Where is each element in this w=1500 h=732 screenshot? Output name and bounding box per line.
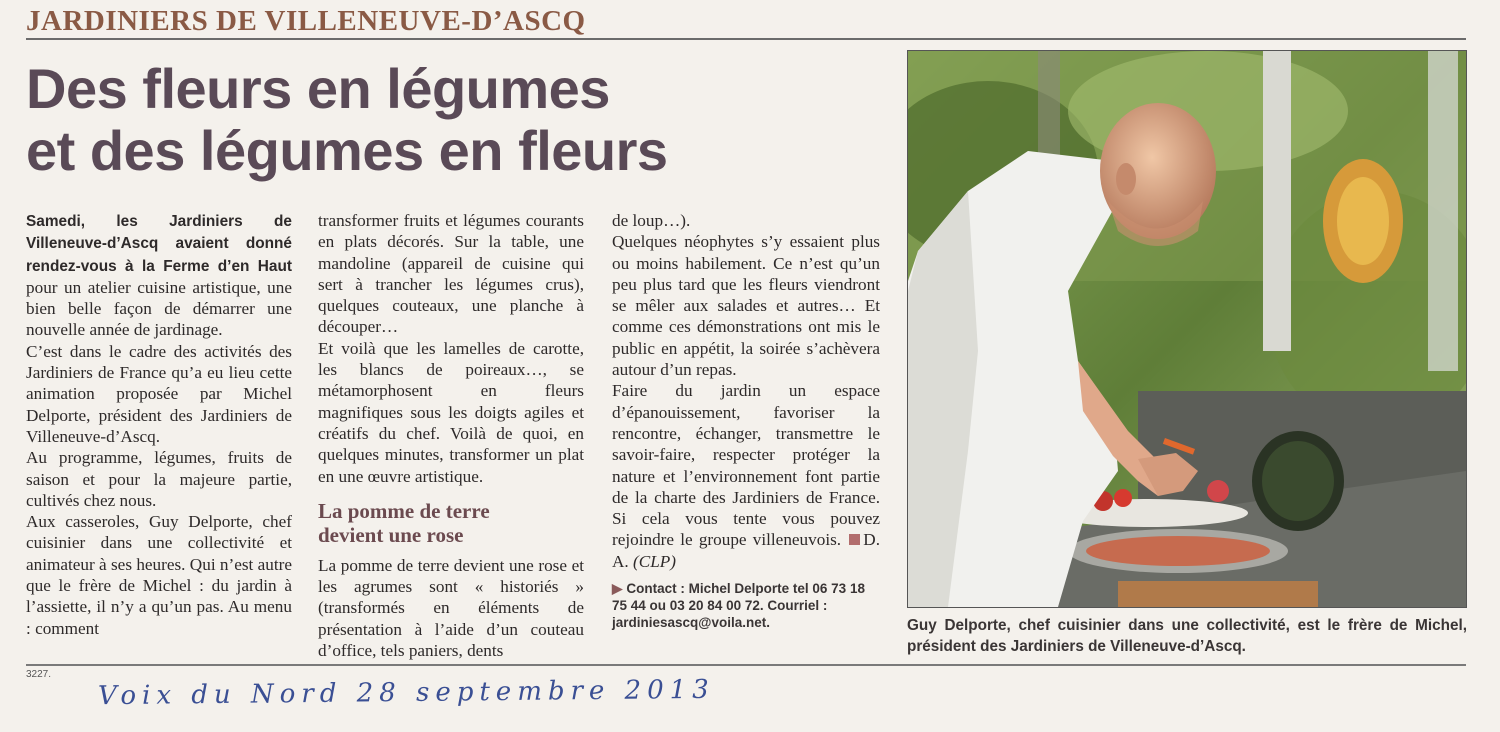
paragraph: La pomme de terre devient une rose et les agrumes sont « historiés » (transformés en éléments de présentation à l’aide d’un couteau d’office, tels paniers, dents — [318, 555, 584, 661]
bottom-rule — [26, 664, 1466, 666]
headline-line-1: Des fleurs en légumes — [26, 57, 610, 120]
article-column-2 — [318, 210, 584, 661]
paragraph: Quelques néophytes s’y essaient plus ou moins habilement. Ce n’est qu’un peu plus tard que les fleurs viendront se mêler aux salades et autres… Et comme ces démonstrations ont mis le public en appétit, la soirée s’achèvera autour d’un repas. — [612, 232, 880, 380]
paragraph: transformer fruits et légumes courants en plats décorés. Sur la table, une mandoline (appareil de cuisine qui sert à trancher les légumes crus), quelques couteaux, une planche à découper… — [318, 211, 584, 337]
chef-photo-illustration — [908, 51, 1466, 607]
handwritten-note: Voix du Nord 28 septembre 2013 — [97, 674, 715, 712]
signature: D. A. — [612, 530, 880, 571]
paragraph: de loup…). — [612, 211, 691, 230]
contact-text: Contact : Michel Delporte tel 06 73 18 75 44 ou 03 20 84 00 72. Courriel : jardiniesascq@voila.net. — [612, 581, 865, 631]
photo-caption: Guy Delporte, chef cuisinier dans une collectivité, est le frère de Michel, président des Jardiniers de Villeneuve-d’Ascq. — [907, 617, 1467, 655]
article-column-1 — [26, 210, 292, 639]
article-column-3 — [612, 210, 880, 631]
paragraph — [612, 380, 880, 572]
contact-info — [612, 580, 880, 631]
subheading-line-1: La pomme de terre — [318, 498, 490, 523]
headline — [26, 58, 886, 182]
headline-line-2: et des légumes en fleurs — [26, 119, 668, 182]
triangle-arrow-icon: ▶ — [612, 581, 623, 597]
closing-text: Faire du jardin un espace d’épanouissement, favoriser la rencontre, échanger, transmettre le savoir-faire, respecter protéger la nature et l’environnement font partie de la charte des Jardiniers de France. Si cela vous tente vous pouvez rejoindre le groupe villeneuvois. — [612, 381, 880, 550]
top-rule — [26, 38, 1466, 40]
paragraph: Aux casseroles, Guy Delporte, chef cuisinier dans une collectivité et animateur à ses heures. Qui n’est autre que le frère de Michel : du jardin à l’assiette, il n’y a qu’un pas. Au menu : comment — [26, 512, 292, 638]
paragraph: Et voilà que les lamelles de carotte, les blancs de poireaux…, se métamorphosent en fleurs magnifiques sous les doigts agiles et créatifs du chef. Voilà de quoi, en quelques minutes, transformer un plat en une œuvre artistique. — [318, 338, 584, 486]
lead-rest: pour un atelier cuisine artistique, une bien belle façon de démarrer une nouvelle année de jardinage. — [26, 277, 292, 340]
paragraph: C’est dans le cadre des activités des Jardiniers de France qu’a eu lieu cette animation proposée par Michel Delporte, président des Jardiniers de Villeneuve-d’Ascq. — [26, 341, 292, 446]
page-code: 3227. — [26, 669, 52, 680]
subheading — [318, 499, 584, 547]
lead-paragraph — [26, 210, 292, 341]
section-rubric: JARDINIERS DE VILLENEUVE-D’ASCQ — [26, 5, 586, 37]
paragraph: Au programme, légumes, fruits de saison et pour la majeure partie, cultivés chez nous. — [26, 448, 292, 510]
article-photo — [907, 50, 1467, 608]
lead-text: Samedi, les Jardiniers de Villeneuve-d’Ascq avaient donné rendez-vous à la Ferme d’en Haut — [26, 213, 292, 275]
signature-agency: (CLP) — [633, 551, 676, 571]
subheading-line-2: devient une rose — [318, 522, 464, 547]
signature-square-icon — [849, 534, 860, 545]
